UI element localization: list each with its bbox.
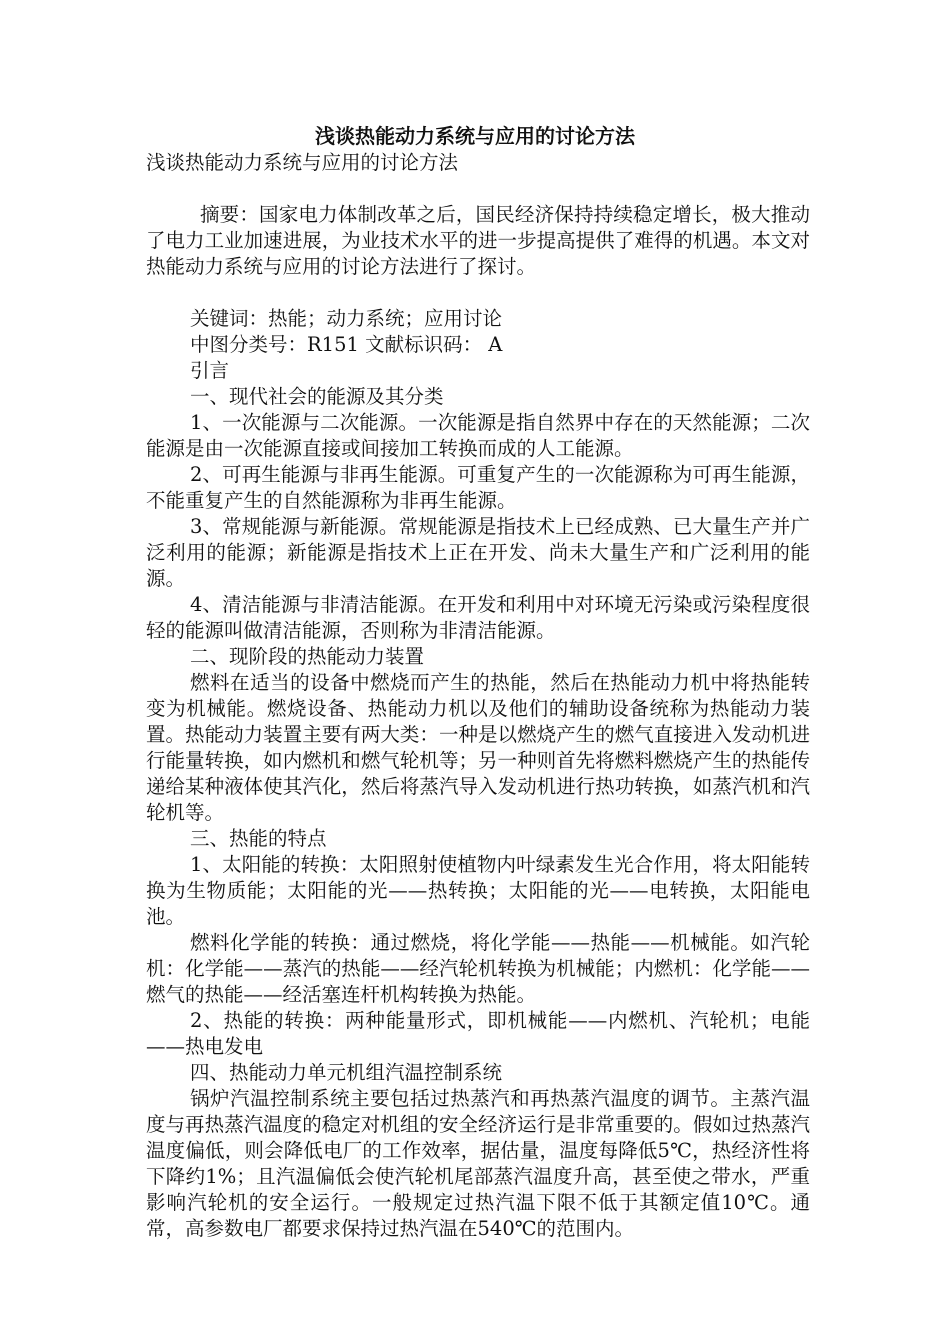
- keywords-line: 关键词：热能；动力系统；应用讨论: [190, 307, 503, 330]
- body-paragraph: 燃料化学能的转换：通过燃烧，将化学能——热能——机械能。如汽轮机：化学能——蒸汽的热能——经汽轮机转换为机械能；内燃机：化学能——燃气的热能——经活塞连杆机构转换为热能。: [146, 931, 810, 1006]
- body-paragraph: 2、热能的转换：两种能量形式，即机械能——内燃机、汽轮机；电能——热电发电: [146, 1009, 810, 1058]
- abstract-paragraph: 摘要：国家电力体制改革之后，国民经济保持持续稳定增长，极大推动了电力工业加速进展，为业技术水平的进一步提高提供了难得的机遇。本文对热能动力系统与应用的讨论方法进行了探讨。: [146, 203, 810, 278]
- body-paragraph: 4、清洁能源与非清洁能源。在开发和利用中对环境无污染或污染程度很轻的能源叫做清洁能源，否则称为非清洁能源。: [146, 593, 810, 642]
- document-title: 浅谈热能动力系统与应用的讨论方法: [315, 124, 635, 148]
- document-subtitle: 浅谈热能动力系统与应用的讨论方法: [146, 151, 459, 174]
- document-body: [146, 150, 810, 1242]
- heading-section-3: 三、热能的特点: [190, 827, 327, 850]
- body-paragraph: 锅炉汽温控制系统主要包括过热蒸汽和再热蒸汽温度的调节。主蒸汽温度与再热蒸汽温度的稳定对机组的安全经济运行是非常重要的。假如过热蒸汽温度偏低，则会降低电厂的工作效率，据估量，温度每降低5℃，热经济性将下降约1%；且汽温偏低会使汽轮机尾部蒸汽温度升高，甚至使之带水，严重影响汽轮机的安全运行。一般规定过热汽温下限不低于其额定值10℃。通常，高参数电厂都要求保持过热汽温在540℃的范围内。: [146, 1087, 810, 1240]
- body-paragraph: 2、可再生能源与非再生能源。可重复产生的一次能源称为可再生能源，不能重复产生的自然能源称为非再生能源。: [146, 463, 810, 512]
- body-paragraph: 1、太阳能的转换：太阳照射使植物内叶绿素发生光合作用，将太阳能转换为生物质能；太阳能的光——热转换；太阳能的光——电转换，太阳能电池。: [146, 853, 810, 928]
- heading-section-2: 二、现阶段的热能动力装置: [190, 645, 425, 668]
- heading-section-1: 一、现代社会的能源及其分类: [190, 385, 444, 408]
- body-paragraph: 燃料在适当的设备中燃烧而产生的热能，然后在热能动力机中将热能转变为机械能。燃烧设备、热能动力机以及他们的辅助设备统称为热能动力装置。热能动力装置主要有两大类：一种是以燃烧产生的燃气直接进入发动机进行能量转换，如内燃机和燃气轮机等；另一种则首先将燃料燃烧产生的热能传递给某种液体使其汽化，然后将蒸汽导入发动机进行热功转换，如蒸汽机和汽轮机等。: [146, 671, 810, 824]
- body-paragraph: 1、一次能源与二次能源。一次能源是指自然界中存在的天然能源；二次能源是由一次能源直接或间接加工转换而成的人工能源。: [146, 411, 810, 460]
- classification-line: 中图分类号：R151 文献标识码： A: [190, 333, 503, 356]
- heading-introduction: 引言: [190, 359, 230, 382]
- heading-section-4: 四、热能动力单元机组汽温控制系统: [190, 1061, 503, 1084]
- body-paragraph: 3、常规能源与新能源。常规能源是指技术上已经成熟、已大量生产并广泛利用的能源；新能源是指技术上正在开发、尚未大量生产和广泛利用的能源。: [146, 515, 810, 590]
